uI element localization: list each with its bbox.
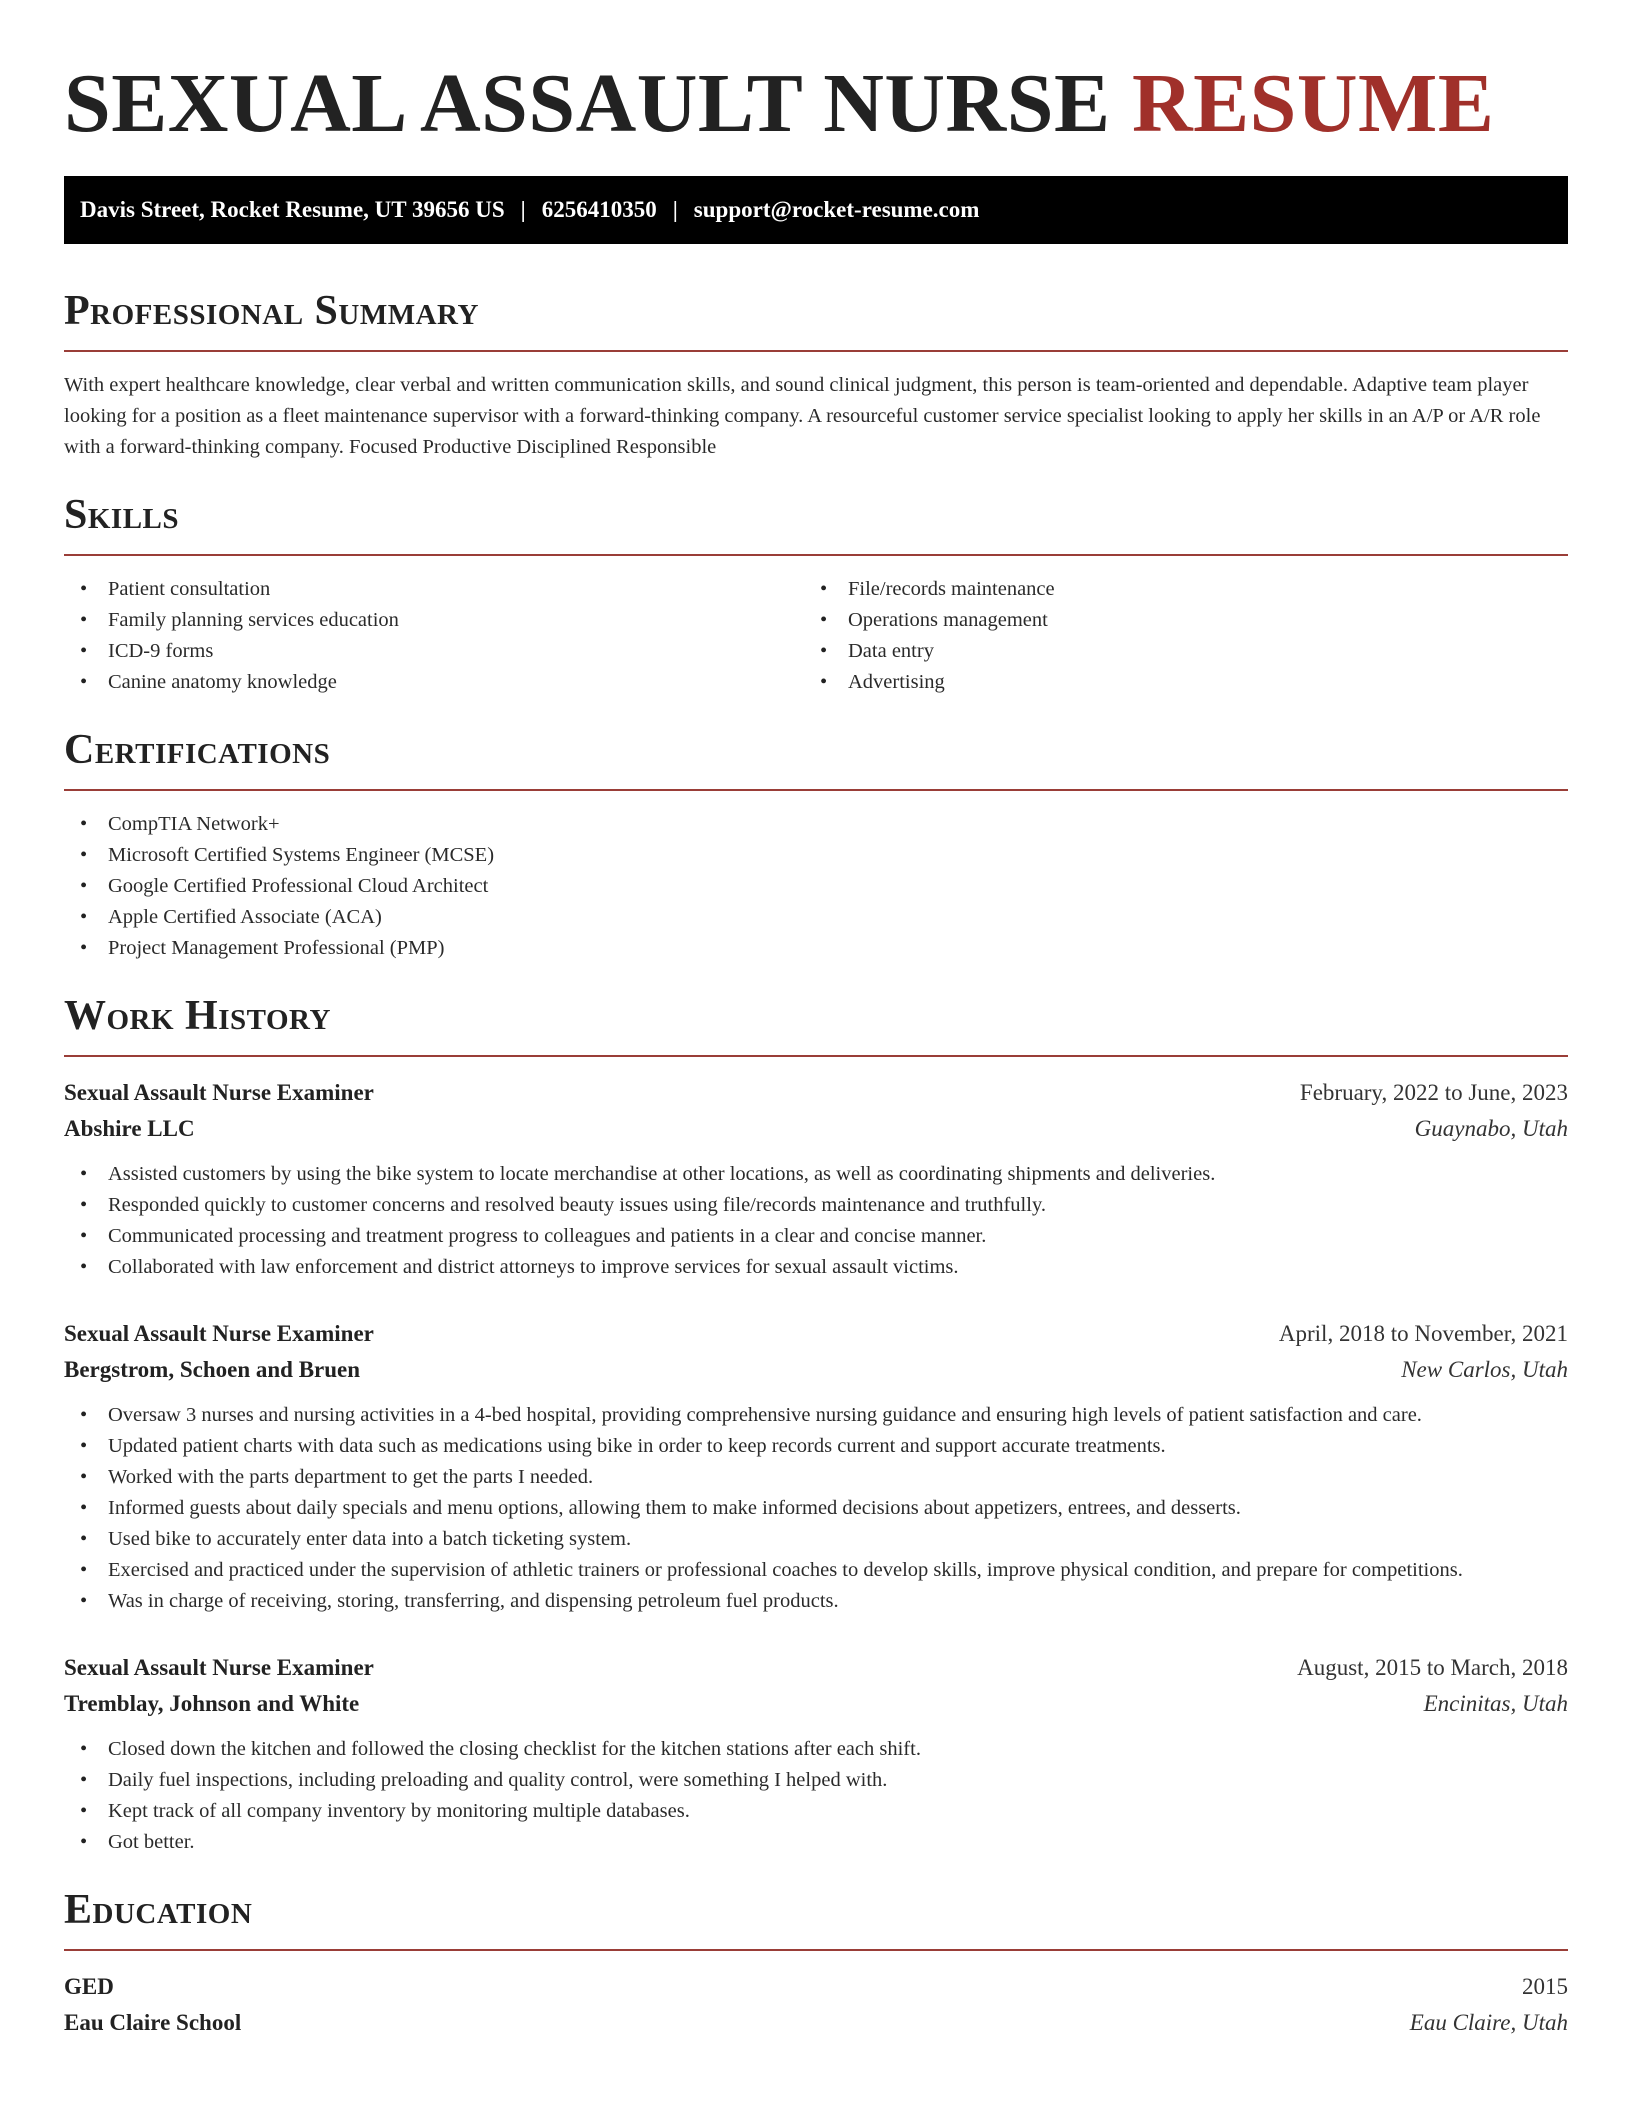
certifications-section (64, 725, 1568, 964)
job-bullet: • Communicated processing and treatment progress to colleagues and patients in a clear and concise manner. (64, 1221, 1568, 1252)
education-school-row (64, 2005, 1568, 2041)
contact-phone: 6256410350 (541, 197, 657, 222)
skills-grid (64, 574, 1568, 698)
education-school: Eau Claire School (64, 2010, 242, 2035)
job-bullets (64, 1734, 1568, 1858)
job-company: Abshire LLC (64, 1116, 195, 1141)
section-heading-skills: Skills (64, 492, 180, 538)
job-dates: February, 2022 to June, 2023 (1299, 1080, 1568, 1105)
certification-item: • Google Certified Professional Cloud Architect (64, 871, 1568, 902)
job-header-row (64, 1075, 1568, 1111)
job-bullet: • Updated patient charts with data such as medications using bike in order to keep records current and support accurate treatments. (64, 1431, 1568, 1462)
job-bullet: • Collaborated with law enforcement and district attorneys to improve services for sexual assault victims. (64, 1252, 1568, 1283)
job-bullet: • Worked with the parts department to get the parts I needed. (64, 1462, 1568, 1493)
contact-address: Davis Street, Rocket Resume, UT 39656 US (80, 197, 505, 222)
job-entry (64, 1075, 1568, 1283)
job-bullet: • Kept track of all company inventory by monitoring multiple databases. (64, 1796, 1568, 1827)
section-divider (64, 1949, 1568, 1951)
section-heading-certifications: Certifications (64, 727, 331, 773)
summary-section (64, 286, 1568, 463)
job-bullets (64, 1400, 1568, 1617)
job-company: Bergstrom, Schoen and Bruen (64, 1357, 361, 1382)
skill-item: • Canine anatomy knowledge (64, 667, 804, 698)
job-bullet: • Responded quickly to customer concerns and resolved beauty issues using file/records maintenance and truthfully. (64, 1190, 1568, 1221)
job-bullet: • Closed down the kitchen and followed the closing checklist for the kitchen stations after each shift. (64, 1734, 1568, 1765)
section-heading-work-history: Work History (64, 993, 331, 1039)
job-bullet: • Used bike to accurately enter data into a batch ticketing system. (64, 1524, 1568, 1555)
job-header-row (64, 1316, 1568, 1352)
certification-item: • CompTIA Network+ (64, 809, 1568, 840)
skill-item: • Operations management (804, 605, 1544, 636)
contact-separator: | (672, 197, 678, 222)
job-bullet: • Daily fuel inspections, including preloading and quality control, were something I helped with. (64, 1765, 1568, 1796)
contact-email: support@rocket-resume.com (693, 197, 980, 222)
skills-list-right (804, 574, 1544, 698)
certification-item: • Apple Certified Associate (ACA) (64, 902, 1568, 933)
job-title: Sexual Assault Nurse Examiner (64, 1080, 374, 1105)
skills-section (64, 490, 1568, 698)
work-history-section (64, 991, 1568, 1858)
job-company-row (64, 1686, 1568, 1722)
job-company-row (64, 1111, 1568, 1147)
certification-item: • Microsoft Certified Systems Engineer (MCSE) (64, 840, 1568, 871)
job-location: Guaynabo, Utah (1414, 1116, 1568, 1141)
job-bullet: • Was in charge of receiving, storing, transferring, and dispensing petroleum fuel products. (64, 1586, 1568, 1617)
job-bullet: • Got better. (64, 1827, 1568, 1858)
title-main: SEXUAL ASSAULT NURSE (64, 57, 1132, 150)
education-entry (64, 1969, 1568, 2041)
skill-item: • Advertising (804, 667, 1544, 698)
education-section (64, 1885, 1568, 2041)
education-header-row (64, 1969, 1568, 2005)
summary-text: With expert healthcare knowledge, clear verbal and written communication skills, and sound clinical judgment, this person is team-oriented and dependable. Adaptive team player looking for a position as a fleet maintenance supervisor with a forward-thinking company. A resourceful customer service specialist looking to apply her skills in an A/P or A/R role with a forward-thinking company. Focused Productive Disciplined Responsible (64, 374, 1541, 458)
job-entry (64, 1650, 1568, 1858)
job-bullet: • Informed guests about daily specials and menu options, allowing them to make informed decisions about appetizers, entrees, and desserts. (64, 1493, 1568, 1524)
section-divider (64, 554, 1568, 556)
job-bullet: • Exercised and practiced under the supervision of athletic trainers or professional coaches to develop skills, improve physical condition, and prepare for competitions. (64, 1555, 1568, 1586)
skills-list-left (64, 574, 804, 698)
job-company-row (64, 1352, 1568, 1388)
certifications-list (64, 809, 1568, 964)
section-divider (64, 789, 1568, 791)
job-header-row (64, 1650, 1568, 1686)
job-bullet: • Oversaw 3 nurses and nursing activities in a 4-bed hospital, providing comprehensive nursing guidance and ensuring high levels of patient satisfaction and care. (64, 1400, 1568, 1431)
education-location: Eau Claire, Utah (1409, 2010, 1568, 2035)
job-dates: April, 2018 to November, 2021 (1278, 1321, 1568, 1346)
section-divider (64, 350, 1568, 352)
education-year: 2015 (1522, 1974, 1568, 1999)
skill-item: • ICD-9 forms (64, 636, 804, 667)
section-divider (64, 1055, 1568, 1057)
job-bullets (64, 1159, 1568, 1283)
job-company: Tremblay, Johnson and White (64, 1691, 360, 1716)
title-accent: RESUME (1131, 57, 1495, 150)
resume-title (64, 56, 1568, 152)
skill-item: • Patient consultation (64, 574, 804, 605)
job-dates: August, 2015 to March, 2018 (1297, 1655, 1568, 1680)
contact-separator: | (520, 197, 526, 222)
job-title: Sexual Assault Nurse Examiner (64, 1655, 374, 1680)
section-heading-summary: Professional Summary (64, 288, 479, 334)
job-location: Encinitas, Utah (1423, 1691, 1568, 1716)
education-degree: GED (64, 1974, 114, 1999)
job-title: Sexual Assault Nurse Examiner (64, 1321, 374, 1346)
contact-bar (64, 176, 1568, 244)
section-heading-education: Education (64, 1887, 253, 1933)
skill-item: • Data entry (804, 636, 1544, 667)
certification-item: • Project Management Professional (PMP) (64, 933, 1568, 964)
job-bullet: • Assisted customers by using the bike system to locate merchandise at other locations, as well as coordinating shipments and deliveries. (64, 1159, 1568, 1190)
job-entry (64, 1316, 1568, 1617)
skill-item: • Family planning services education (64, 605, 804, 636)
job-location: New Carlos, Utah (1401, 1357, 1568, 1382)
skill-item: • File/records maintenance (804, 574, 1544, 605)
